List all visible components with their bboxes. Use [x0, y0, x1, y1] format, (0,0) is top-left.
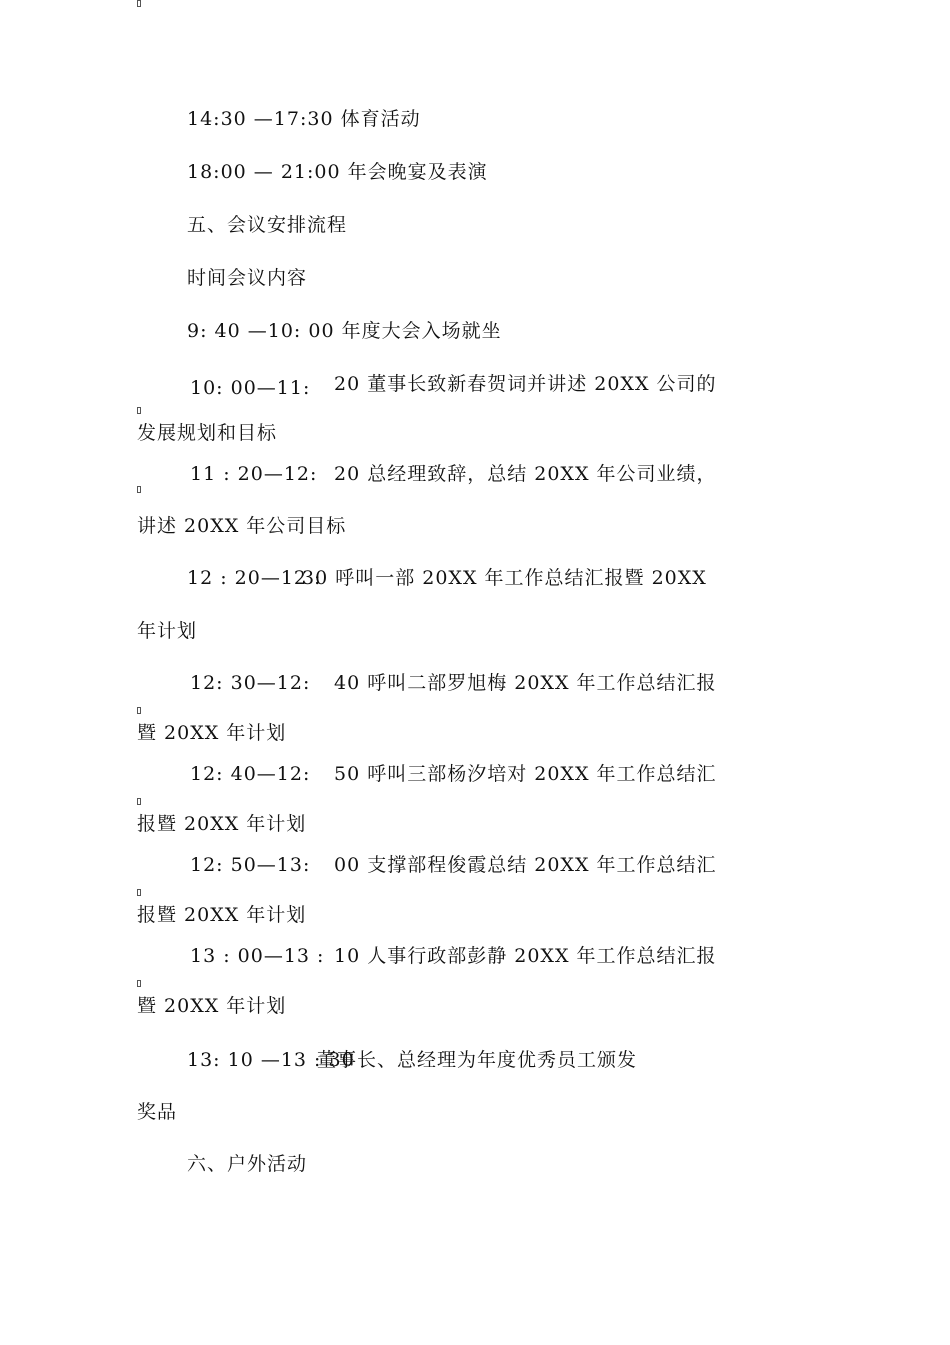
schedule-time: 12: 30—12: [190, 672, 311, 694]
placeholder-glyph-icon [137, 707, 141, 714]
schedule-item: 20 董事长致新春贺词并讲述 20XX 公司的 [334, 373, 717, 395]
schedule-line-sports: 14:30 —17:30 体育活动 [187, 108, 421, 130]
schedule-item: 10 人事行政部彭静 20XX 年工作总结汇报 [334, 945, 717, 967]
placeholder-glyph-icon [137, 980, 141, 987]
schedule-line-banquet: 18:00 — 21:00 年会晚宴及表演 [187, 161, 488, 183]
schedule-time: 12: 40—12: [190, 763, 311, 785]
schedule-item: 00 支撑部程俊霞总结 20XX 年工作总结汇 [334, 854, 717, 876]
schedule-item-continued: 奖品 [137, 1101, 178, 1123]
schedule-item: 20 总经理致辞，总结 20XX 年公司业绩， [334, 463, 717, 485]
schedule-line-entry: 9: 40 —10: 00 年度大会入场就坐 [187, 320, 502, 342]
schedule-item: 40 呼叫二部罗旭梅 20XX 年工作总结汇报 [334, 672, 717, 694]
placeholder-glyph-icon [137, 407, 141, 414]
schedule-item: 董事长、总经理为年度优秀员工颁发 [317, 1049, 638, 1071]
schedule-item-continued: 讲述 20XX 年公司目标 [137, 515, 347, 537]
schedule-item-continued: 报暨 20XX 年计划 [137, 813, 307, 835]
placeholder-glyph-icon [137, 486, 141, 493]
schedule-item-continued: 暨 20XX 年计划 [137, 722, 287, 744]
schedule-item-continued: 暨 20XX 年计划 [137, 995, 287, 1017]
schedule-time: 12: 50—13: [190, 854, 311, 876]
schedule-item: 50 呼叫三部杨汐培对 20XX 年工作总结汇 [334, 763, 717, 785]
schedule-item: 30 呼叫一部 20XX 年工作总结汇报暨 20XX [302, 567, 707, 589]
schedule-item-continued: 报暨 20XX 年计划 [137, 904, 307, 926]
placeholder-glyph-icon [137, 889, 141, 896]
schedule-time: 11 : 20—12: [190, 463, 318, 485]
schedule-time: 13 : 00—13 : [190, 945, 325, 967]
table-header-time-content: 时间会议内容 [187, 267, 308, 289]
placeholder-glyph-icon [137, 798, 141, 805]
schedule-time: 13: 10 —13 : 30 [187, 1049, 355, 1071]
schedule-item-continued: 年计划 [137, 620, 198, 642]
section-heading-outdoor: 六、户外活动 [187, 1153, 308, 1175]
schedule-time: 12 : 20—12 : [187, 567, 322, 589]
placeholder-glyph-icon [137, 0, 141, 7]
section-heading-meeting-flow: 五、会议安排流程 [187, 214, 348, 236]
schedule-item-continued: 发展规划和目标 [137, 422, 278, 444]
schedule-time: 10: 00—11: [190, 377, 311, 399]
